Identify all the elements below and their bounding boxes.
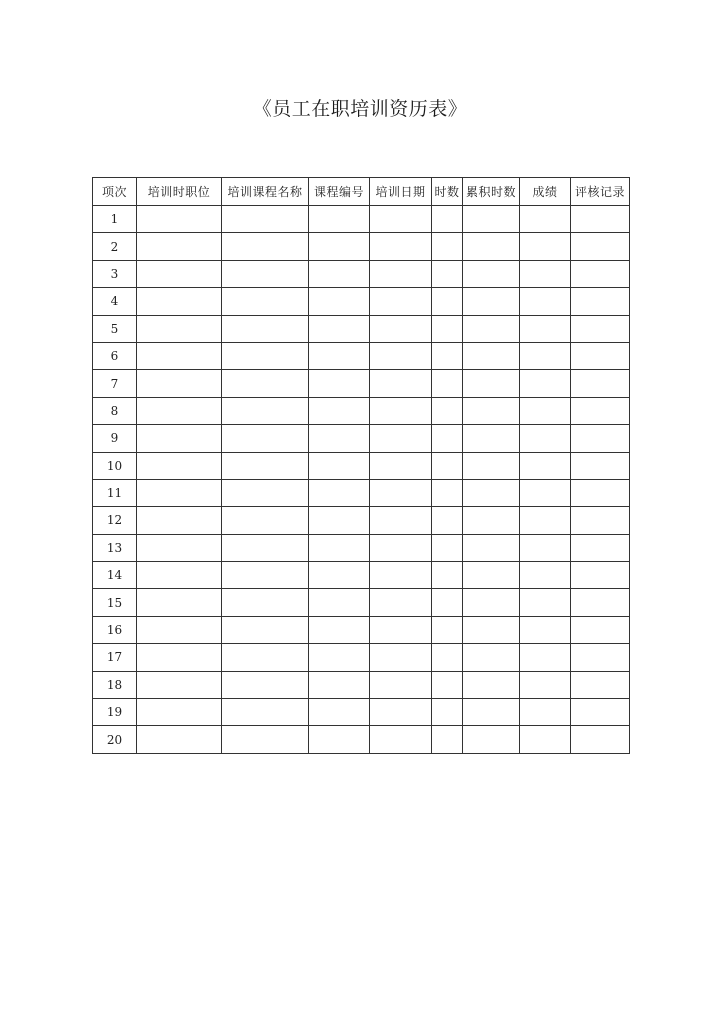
score-cell[interactable] <box>520 562 571 589</box>
hours-cell[interactable] <box>432 260 463 287</box>
cumulative-hours-cell[interactable] <box>463 342 520 369</box>
score-cell[interactable] <box>520 342 571 369</box>
cumulative-hours-cell[interactable] <box>463 616 520 643</box>
course-code-cell[interactable] <box>309 699 370 726</box>
position-cell[interactable] <box>137 726 222 753</box>
row-index-cell: 9 <box>93 425 137 452</box>
hours-cell[interactable] <box>432 507 463 534</box>
hours-cell[interactable] <box>432 479 463 506</box>
header-score: 成绩 <box>520 178 571 206</box>
cumulative-hours-cell[interactable] <box>463 288 520 315</box>
course-code-cell[interactable] <box>309 315 370 342</box>
hours-cell[interactable] <box>432 644 463 671</box>
evaluation-record-cell[interactable] <box>571 452 630 479</box>
training-date-cell[interactable] <box>370 425 432 452</box>
table-row <box>93 699 630 726</box>
header-cumulative-hours: 累积时数 <box>463 178 520 206</box>
table-row <box>93 616 630 643</box>
position-cell[interactable] <box>137 342 222 369</box>
cumulative-hours-cell[interactable] <box>463 315 520 342</box>
position-cell[interactable] <box>137 644 222 671</box>
position-cell[interactable] <box>137 562 222 589</box>
position-cell[interactable] <box>137 699 222 726</box>
training-record-table <box>92 177 630 754</box>
course-code-cell[interactable] <box>309 206 370 233</box>
training-date-cell[interactable] <box>370 589 432 616</box>
course-code-cell[interactable] <box>309 425 370 452</box>
evaluation-record-cell[interactable] <box>571 507 630 534</box>
course-code-cell[interactable] <box>309 726 370 753</box>
hours-cell[interactable] <box>432 534 463 561</box>
cumulative-hours-cell[interactable] <box>463 699 520 726</box>
table-row <box>93 315 630 342</box>
table-row <box>93 425 630 452</box>
score-cell[interactable] <box>520 726 571 753</box>
course-name-cell[interactable] <box>222 699 309 726</box>
training-date-cell[interactable] <box>370 726 432 753</box>
course-code-cell[interactable] <box>309 397 370 424</box>
evaluation-record-cell[interactable] <box>571 342 630 369</box>
position-cell[interactable] <box>137 370 222 397</box>
evaluation-record-cell[interactable] <box>571 562 630 589</box>
position-cell[interactable] <box>137 425 222 452</box>
course-code-cell[interactable] <box>309 479 370 506</box>
header-course-code: 课程编号 <box>309 178 370 206</box>
score-cell[interactable] <box>520 534 571 561</box>
course-code-cell[interactable] <box>309 534 370 561</box>
header-training-date: 培训日期 <box>370 178 432 206</box>
table-row <box>93 534 630 561</box>
row-index-cell: 6 <box>93 342 137 369</box>
score-cell[interactable] <box>520 616 571 643</box>
position-cell[interactable] <box>137 534 222 561</box>
cumulative-hours-cell[interactable] <box>463 589 520 616</box>
course-name-cell[interactable] <box>222 233 309 260</box>
course-code-cell[interactable] <box>309 562 370 589</box>
cumulative-hours-cell[interactable] <box>463 370 520 397</box>
hours-cell[interactable] <box>432 206 463 233</box>
table-row <box>93 370 630 397</box>
cumulative-hours-cell[interactable] <box>463 233 520 260</box>
training-date-cell[interactable] <box>370 315 432 342</box>
table-header-row <box>93 178 630 206</box>
position-cell[interactable] <box>137 616 222 643</box>
position-cell[interactable] <box>137 452 222 479</box>
course-name-cell[interactable] <box>222 206 309 233</box>
training-date-cell[interactable] <box>370 507 432 534</box>
hours-cell[interactable] <box>432 425 463 452</box>
course-name-cell[interactable] <box>222 452 309 479</box>
course-name-cell[interactable] <box>222 534 309 561</box>
position-cell[interactable] <box>137 397 222 424</box>
row-index-cell: 18 <box>93 671 137 698</box>
score-cell[interactable] <box>520 206 571 233</box>
row-index-cell: 15 <box>93 589 137 616</box>
course-name-cell[interactable] <box>222 589 309 616</box>
row-index-cell: 5 <box>93 315 137 342</box>
header-position: 培训时职位 <box>137 178 222 206</box>
course-name-cell[interactable] <box>222 315 309 342</box>
course-code-cell[interactable] <box>309 233 370 260</box>
cumulative-hours-cell[interactable] <box>463 479 520 506</box>
table-row <box>93 260 630 287</box>
training-date-cell[interactable] <box>370 616 432 643</box>
evaluation-record-cell[interactable] <box>571 315 630 342</box>
score-cell[interactable] <box>520 644 571 671</box>
row-index-cell: 10 <box>93 452 137 479</box>
training-date-cell[interactable] <box>370 452 432 479</box>
course-code-cell[interactable] <box>309 260 370 287</box>
header-item-no: 项次 <box>93 178 137 206</box>
table-row <box>93 644 630 671</box>
hours-cell[interactable] <box>432 562 463 589</box>
row-index-cell: 13 <box>93 534 137 561</box>
row-index-cell: 7 <box>93 370 137 397</box>
table-row <box>93 562 630 589</box>
position-cell[interactable] <box>137 260 222 287</box>
evaluation-record-cell[interactable] <box>571 699 630 726</box>
course-name-cell[interactable] <box>222 616 309 643</box>
course-code-cell[interactable] <box>309 288 370 315</box>
table-row <box>93 479 630 506</box>
position-cell[interactable] <box>137 589 222 616</box>
score-cell[interactable] <box>520 425 571 452</box>
evaluation-record-cell[interactable] <box>571 644 630 671</box>
score-cell[interactable] <box>520 260 571 287</box>
row-index-cell: 19 <box>93 699 137 726</box>
table-row <box>93 507 630 534</box>
training-date-cell[interactable] <box>370 206 432 233</box>
evaluation-record-cell[interactable] <box>571 233 630 260</box>
hours-cell[interactable] <box>432 397 463 424</box>
score-cell[interactable] <box>520 452 571 479</box>
score-cell[interactable] <box>520 233 571 260</box>
cumulative-hours-cell[interactable] <box>463 726 520 753</box>
header-course-name: 培训课程名称 <box>222 178 309 206</box>
table-row <box>93 342 630 369</box>
course-code-cell[interactable] <box>309 589 370 616</box>
hours-cell[interactable] <box>432 233 463 260</box>
row-index-cell: 8 <box>93 397 137 424</box>
row-index-cell: 1 <box>93 206 137 233</box>
position-cell[interactable] <box>137 206 222 233</box>
cumulative-hours-cell[interactable] <box>463 507 520 534</box>
row-index-cell: 16 <box>93 616 137 643</box>
course-code-cell[interactable] <box>309 644 370 671</box>
hours-cell[interactable] <box>432 315 463 342</box>
page-title: 《员工在职培训资历表》 <box>252 98 468 120</box>
score-cell[interactable] <box>520 671 571 698</box>
score-cell[interactable] <box>520 507 571 534</box>
hours-cell[interactable] <box>432 726 463 753</box>
table-row <box>93 397 630 424</box>
hours-cell[interactable] <box>432 288 463 315</box>
evaluation-record-cell[interactable] <box>571 616 630 643</box>
evaluation-record-cell[interactable] <box>571 671 630 698</box>
position-cell[interactable] <box>137 507 222 534</box>
course-name-cell[interactable] <box>222 644 309 671</box>
header-hours: 时数 <box>432 178 463 206</box>
hours-cell[interactable] <box>432 616 463 643</box>
training-date-cell[interactable] <box>370 671 432 698</box>
training-date-cell[interactable] <box>370 233 432 260</box>
table-row <box>93 206 630 233</box>
table-row <box>93 288 630 315</box>
table-row <box>93 452 630 479</box>
evaluation-record-cell[interactable] <box>571 589 630 616</box>
position-cell[interactable] <box>137 315 222 342</box>
row-index-cell: 2 <box>93 233 137 260</box>
row-index-cell: 17 <box>93 644 137 671</box>
training-date-cell[interactable] <box>370 260 432 287</box>
training-date-cell[interactable] <box>370 288 432 315</box>
score-cell[interactable] <box>520 370 571 397</box>
row-index-cell: 14 <box>93 562 137 589</box>
course-name-cell[interactable] <box>222 425 309 452</box>
evaluation-record-cell[interactable] <box>571 726 630 753</box>
cumulative-hours-cell[interactable] <box>463 534 520 561</box>
score-cell[interactable] <box>520 288 571 315</box>
evaluation-record-cell[interactable] <box>571 479 630 506</box>
course-code-cell[interactable] <box>309 452 370 479</box>
evaluation-record-cell[interactable] <box>571 370 630 397</box>
position-cell[interactable] <box>137 479 222 506</box>
training-date-cell[interactable] <box>370 397 432 424</box>
row-index-cell: 12 <box>93 507 137 534</box>
evaluation-record-cell[interactable] <box>571 397 630 424</box>
course-name-cell[interactable] <box>222 479 309 506</box>
position-cell[interactable] <box>137 288 222 315</box>
score-cell[interactable] <box>520 479 571 506</box>
hours-cell[interactable] <box>432 342 463 369</box>
training-date-cell[interactable] <box>370 479 432 506</box>
cumulative-hours-cell[interactable] <box>463 206 520 233</box>
evaluation-record-cell[interactable] <box>571 425 630 452</box>
score-cell[interactable] <box>520 315 571 342</box>
row-index-cell: 3 <box>93 260 137 287</box>
training-date-cell[interactable] <box>370 644 432 671</box>
position-cell[interactable] <box>137 671 222 698</box>
evaluation-record-cell[interactable] <box>571 534 630 561</box>
course-code-cell[interactable] <box>309 507 370 534</box>
cumulative-hours-cell[interactable] <box>463 425 520 452</box>
table-row <box>93 671 630 698</box>
position-cell[interactable] <box>137 233 222 260</box>
table-body <box>93 206 630 754</box>
course-name-cell[interactable] <box>222 288 309 315</box>
course-name-cell[interactable] <box>222 397 309 424</box>
course-code-cell[interactable] <box>309 616 370 643</box>
training-date-cell[interactable] <box>370 370 432 397</box>
hours-cell[interactable] <box>432 671 463 698</box>
evaluation-record-cell[interactable] <box>571 260 630 287</box>
hours-cell[interactable] <box>432 452 463 479</box>
cumulative-hours-cell[interactable] <box>463 562 520 589</box>
score-cell[interactable] <box>520 699 571 726</box>
evaluation-record-cell[interactable] <box>571 288 630 315</box>
cumulative-hours-cell[interactable] <box>463 644 520 671</box>
training-date-cell[interactable] <box>370 534 432 561</box>
training-date-cell[interactable] <box>370 342 432 369</box>
training-date-cell[interactable] <box>370 699 432 726</box>
cumulative-hours-cell[interactable] <box>463 671 520 698</box>
course-name-cell[interactable] <box>222 507 309 534</box>
hours-cell[interactable] <box>432 589 463 616</box>
course-code-cell[interactable] <box>309 370 370 397</box>
cumulative-hours-cell[interactable] <box>463 260 520 287</box>
course-name-cell[interactable] <box>222 342 309 369</box>
table-row <box>93 233 630 260</box>
hours-cell[interactable] <box>432 699 463 726</box>
course-name-cell[interactable] <box>222 260 309 287</box>
course-code-cell[interactable] <box>309 671 370 698</box>
row-index-cell: 4 <box>93 288 137 315</box>
course-name-cell[interactable] <box>222 562 309 589</box>
row-index-cell: 11 <box>93 479 137 506</box>
row-index-cell: 20 <box>93 726 137 753</box>
cumulative-hours-cell[interactable] <box>463 397 520 424</box>
course-name-cell[interactable] <box>222 671 309 698</box>
course-name-cell[interactable] <box>222 726 309 753</box>
course-name-cell[interactable] <box>222 370 309 397</box>
hours-cell[interactable] <box>432 370 463 397</box>
course-code-cell[interactable] <box>309 342 370 369</box>
table-row <box>93 589 630 616</box>
cumulative-hours-cell[interactable] <box>463 452 520 479</box>
score-cell[interactable] <box>520 397 571 424</box>
table-row <box>93 726 630 753</box>
training-date-cell[interactable] <box>370 562 432 589</box>
evaluation-record-cell[interactable] <box>571 206 630 233</box>
header-evaluation-record: 评核记录 <box>571 178 630 206</box>
score-cell[interactable] <box>520 589 571 616</box>
